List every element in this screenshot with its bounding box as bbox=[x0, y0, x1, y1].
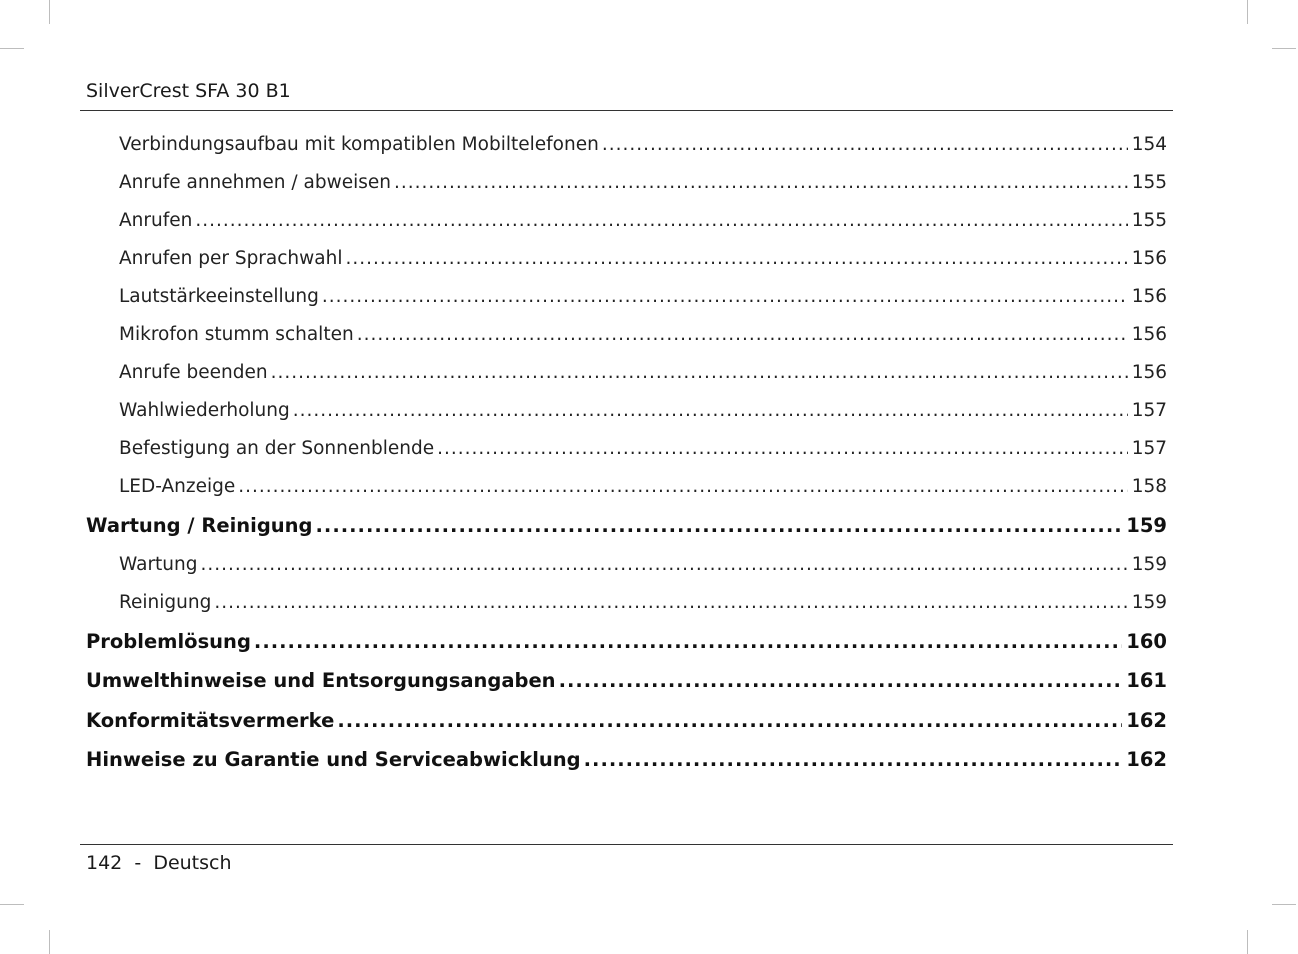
toc-leader-dots bbox=[357, 316, 1128, 354]
crop-mark bbox=[1247, 930, 1248, 954]
toc-entry-title: Wartung bbox=[119, 553, 198, 575]
toc-section[interactable] bbox=[86, 202, 1167, 240]
crop-mark bbox=[0, 48, 24, 49]
toc-leader-dots bbox=[437, 430, 1128, 468]
toc-entry-page: 156 bbox=[1131, 362, 1167, 383]
toc-entry-title: Reinigung bbox=[119, 591, 212, 613]
toc-entry-page: 159 bbox=[1131, 553, 1167, 575]
toc-chapter[interactable] bbox=[86, 661, 1167, 701]
toc-leader-dots bbox=[214, 584, 1127, 622]
toc-entry-title: Umwelthinweise und Entsorgungsangaben bbox=[86, 669, 556, 692]
toc-entry-page: 156 bbox=[1131, 286, 1167, 307]
toc-leader-dots bbox=[201, 546, 1128, 584]
toc-leader-dots bbox=[345, 240, 1127, 278]
toc-leader-dots bbox=[394, 164, 1128, 202]
toc-leader-dots bbox=[293, 392, 1128, 430]
footer-page-number: 142 bbox=[86, 852, 123, 874]
crop-mark bbox=[1272, 904, 1296, 905]
footer-separator: - bbox=[134, 852, 142, 874]
toc-entry-page: 159 bbox=[1126, 514, 1167, 537]
toc-leader-dots bbox=[584, 740, 1123, 780]
toc-chapter[interactable] bbox=[86, 622, 1167, 662]
toc-leader-dots bbox=[195, 202, 1127, 240]
header-rule bbox=[80, 110, 1173, 111]
toc-section[interactable] bbox=[86, 584, 1167, 622]
toc-section[interactable] bbox=[86, 354, 1167, 392]
page-footer bbox=[86, 852, 232, 874]
crop-mark bbox=[49, 930, 50, 954]
toc-entry-title: Anrufe beenden bbox=[119, 362, 268, 383]
toc-entry-page: 157 bbox=[1131, 438, 1167, 459]
toc-entry-title: Wartung / Reinigung bbox=[86, 514, 313, 537]
toc-entry-title: Befestigung an der Sonnenblende bbox=[119, 438, 435, 459]
toc-entry-title: Anrufen bbox=[119, 210, 193, 231]
toc-section[interactable] bbox=[86, 468, 1167, 506]
toc-entry-page: 156 bbox=[1131, 324, 1167, 345]
toc-entry-title: Wahlwiederholung bbox=[119, 400, 290, 421]
toc-entry-title: LED-Anzeige bbox=[119, 476, 236, 497]
toc-entry-page: 155 bbox=[1131, 172, 1167, 193]
toc-section[interactable] bbox=[86, 278, 1167, 316]
toc-leader-dots bbox=[559, 661, 1123, 701]
toc-entry-page: 162 bbox=[1126, 748, 1167, 771]
toc-entry-page: 162 bbox=[1126, 708, 1167, 732]
toc-entry-page: 161 bbox=[1126, 669, 1167, 692]
crop-mark bbox=[49, 0, 50, 24]
toc-section[interactable] bbox=[86, 430, 1167, 468]
toc-chapter[interactable] bbox=[86, 740, 1167, 780]
toc-entry-page: 160 bbox=[1126, 629, 1167, 653]
toc-entry-page: 159 bbox=[1131, 591, 1167, 613]
toc-section[interactable] bbox=[86, 546, 1167, 584]
toc-entry-page: 158 bbox=[1131, 476, 1167, 497]
toc-entry-page: 156 bbox=[1131, 248, 1167, 269]
toc-leader-dots bbox=[322, 278, 1128, 316]
toc-leader-dots bbox=[316, 506, 1123, 546]
toc-leader-dots bbox=[238, 468, 1127, 506]
toc-section[interactable] bbox=[86, 240, 1167, 278]
crop-mark bbox=[0, 904, 24, 905]
toc-entry-title: Hinweise zu Garantie und Serviceabwicklung bbox=[86, 748, 581, 771]
toc-entry-title: Verbindungsaufbau mit kompatiblen Mobiltelefonen bbox=[119, 134, 599, 155]
toc-chapter[interactable] bbox=[86, 701, 1167, 741]
footer-rule bbox=[80, 844, 1173, 845]
toc-entry-title: Anrufe annehmen / abweisen bbox=[119, 172, 391, 193]
toc-leader-dots bbox=[602, 126, 1128, 164]
toc-entry-title: Anrufen per Sprachwahl bbox=[119, 248, 343, 269]
toc-leader-dots bbox=[254, 622, 1122, 662]
toc-entry-page: 155 bbox=[1131, 210, 1167, 231]
toc-section[interactable] bbox=[86, 392, 1167, 430]
page-header: SilverCrest SFA 30 B1 bbox=[86, 80, 291, 102]
toc-leader-dots bbox=[271, 354, 1128, 392]
toc-entry-title: Lautstärkeeinstellung bbox=[119, 286, 319, 307]
toc-entry-page: 157 bbox=[1131, 400, 1167, 421]
toc-entry-title: Problemlösung bbox=[86, 629, 251, 653]
toc-section[interactable] bbox=[86, 126, 1167, 164]
footer-language: Deutsch bbox=[153, 852, 232, 874]
toc-section[interactable] bbox=[86, 164, 1167, 202]
toc-chapter[interactable] bbox=[86, 506, 1167, 546]
crop-mark bbox=[1272, 48, 1296, 49]
toc-leader-dots bbox=[337, 701, 1122, 741]
table-of-contents bbox=[86, 126, 1167, 780]
toc-entry-title: Mikrofon stumm schalten bbox=[119, 324, 354, 345]
toc-entry-title: Konformitätsvermerke bbox=[86, 708, 335, 732]
toc-section[interactable] bbox=[86, 316, 1167, 354]
crop-mark bbox=[1247, 0, 1248, 24]
toc-entry-page: 154 bbox=[1131, 134, 1167, 155]
